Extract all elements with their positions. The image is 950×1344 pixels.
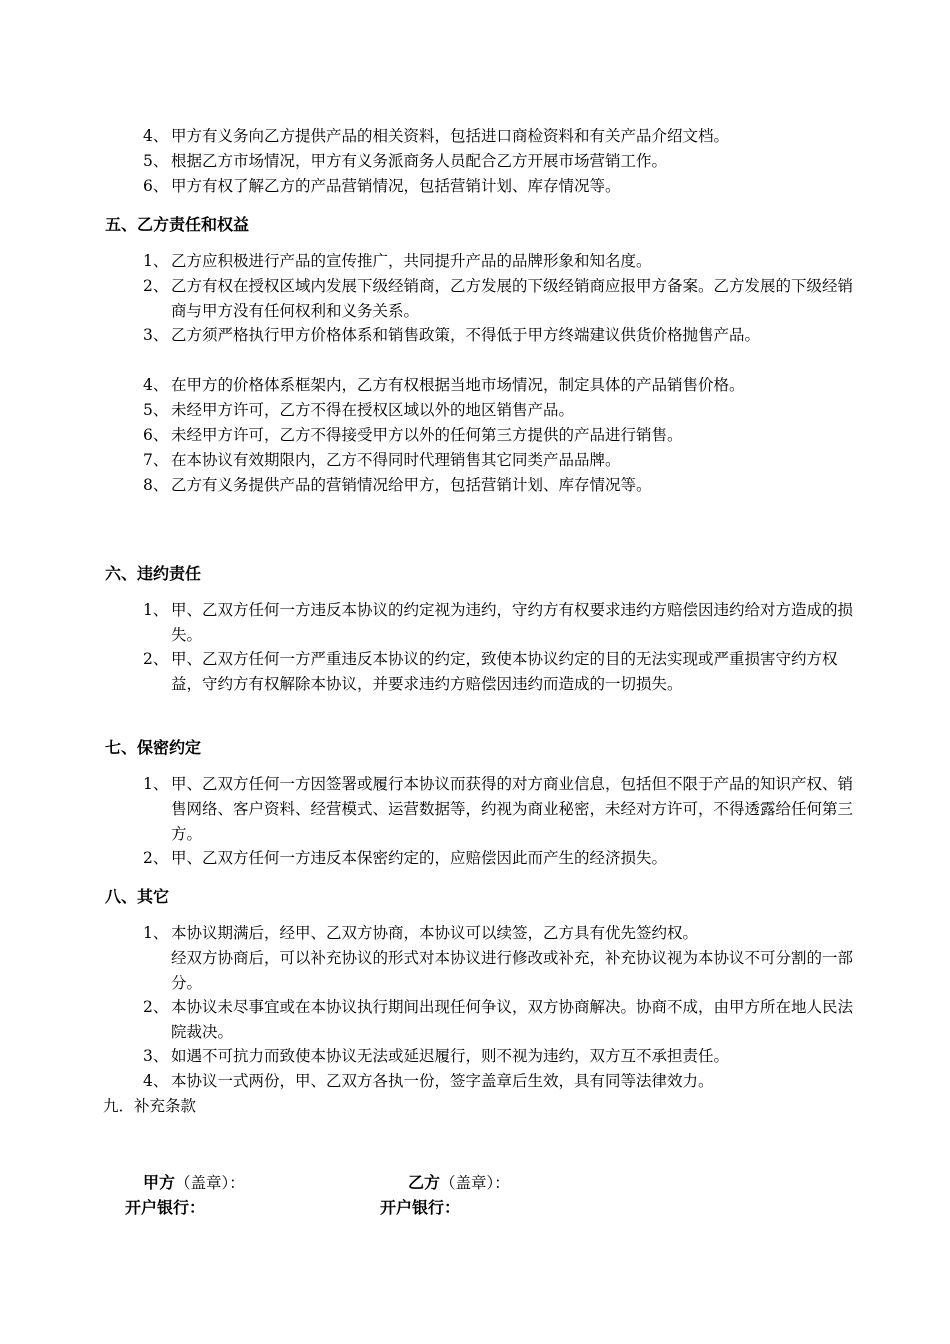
section-heading: 九．补充条款	[103, 1097, 197, 1115]
item-number: 1、	[143, 775, 169, 793]
item-number: 3、	[143, 326, 169, 344]
section-heading: 五、乙方责任和权益	[105, 215, 250, 234]
item-number: 6、	[143, 177, 169, 195]
item-number: 2、	[143, 849, 169, 867]
item-text: 经双方协商后，可以补充协议的形式对本协议进行修改或补充，补充协议视为本协议不可分割的一部分。	[171, 949, 854, 992]
party-b-seal-label: （盖章）：	[440, 1174, 510, 1192]
list-item	[143, 1044, 858, 1069]
section-heading: 八、其它	[105, 887, 170, 906]
list-item	[143, 373, 858, 398]
item-number: 5、	[143, 152, 169, 170]
section-heading: 七、保密约定	[105, 738, 202, 757]
party-b-bank-label: 开户银行：	[380, 1198, 461, 1217]
item-text: 根据乙方市场情况，甲方有义务派商务人员配合乙方开展市场营销工作。	[171, 152, 668, 170]
item-text: 在本协议有效期限内，乙方不得同时代理销售其它同类产品品牌。	[171, 451, 621, 469]
party-a-bank-label: 开户银行：	[125, 1198, 206, 1217]
item-text: 甲方有义务向乙方提供产品的相关资料，包括进口商检资料和有关产品介绍文档。	[171, 127, 730, 145]
list-item	[143, 946, 858, 996]
list-item	[143, 398, 858, 423]
item-text: 甲、乙双方任何一方严重违反本协议的约定，致使本协议约定的目的无法实现或严重损害守约方权益，守约方有权解除本协议，并要求违约方赔偿因违约而造成的一切损失。	[171, 650, 838, 693]
list-item	[143, 124, 858, 149]
item-text: 未经甲方许可，乙方不得在授权区域以外的地区销售产品。	[171, 401, 575, 419]
party-b-signature	[408, 1170, 510, 1196]
section-heading: 六、违约责任	[105, 564, 202, 583]
list-item	[143, 423, 858, 448]
item-text: 乙方应积极进行产品的宣传推广，共同提升产品的品牌形象和知名度。	[171, 252, 652, 270]
item-text: 甲方有权了解乙方的产品营销情况，包括营销计划、库存情况等。	[171, 177, 621, 195]
list-item	[143, 598, 858, 648]
item-text: 乙方有义务提供产品的营销情况给甲方，包括营销计划、库存情况等。	[171, 476, 652, 494]
item-text: 甲、乙双方任何一方违反本保密约定的，应赔偿因此而产生的经济损失。	[171, 849, 668, 867]
item-number: 2、	[143, 277, 169, 295]
party-a-signature	[143, 1170, 245, 1196]
item-text: 未经甲方许可，乙方不得接受甲方以外的任何第三方提供的产品进行销售。	[171, 426, 683, 444]
item-number: 1、	[143, 252, 169, 270]
item-number: 7、	[143, 451, 169, 469]
list-item	[143, 473, 858, 498]
party-b-bank	[380, 1195, 460, 1221]
item-number: 2、	[143, 998, 169, 1016]
item-text: 在甲方的价格体系框架内，乙方有权根据当地市场情况，制定具体的产品销售价格。	[171, 376, 745, 394]
item-number: 5、	[143, 401, 169, 419]
party-a-label: 甲方	[143, 1173, 176, 1192]
item-number: 4、	[143, 127, 169, 145]
item-number: 4、	[143, 1072, 169, 1090]
list-item	[143, 921, 858, 946]
list-item	[143, 274, 858, 324]
list-item	[143, 1069, 858, 1094]
party-a-bank	[125, 1195, 205, 1221]
item-text: 乙方有权在授权区域内发展下级经销商，乙方发展的下级经销商应报甲方备案。乙方发展的下级经销商与甲方没有任何权利和义务关系。	[171, 277, 854, 320]
item-text: 如遇不可抗力而致使本协议无法或延迟履行，则不视为违约，双方互不承担责任。	[171, 1047, 730, 1065]
item-text: 甲、乙双方任何一方违反本协议的约定视为违约，守约方有权要求违约方赔偿因违约给对方造成的损失。	[171, 601, 854, 644]
list-item	[143, 846, 858, 871]
item-number: 6、	[143, 426, 169, 444]
item-number: 2、	[143, 650, 169, 668]
party-a-seal-label: （盖章）：	[175, 1174, 245, 1192]
list-item	[143, 249, 858, 274]
item-number: 1、	[143, 924, 169, 942]
item-number: 8、	[143, 476, 169, 494]
list-item	[143, 323, 858, 348]
list-item	[143, 448, 858, 473]
item-number: 4、	[143, 376, 169, 394]
item-number: 3、	[143, 1047, 169, 1065]
list-item	[143, 995, 858, 1045]
item-number: 1、	[143, 601, 169, 619]
list-item	[143, 772, 858, 847]
party-b-label: 乙方	[408, 1173, 441, 1192]
item-text: 本协议期满后，经甲、乙双方协商，本协议可以续签，乙方具有优先签约权。	[171, 924, 699, 942]
item-text: 甲、乙双方任何一方因签署或履行本协议而获得的对方商业信息，包括但不限于产品的知识产权、销售网络、客户资料、经营模式、运营数据等，约视为商业秘密，未经对方许可，不得透露给任何第三方。	[171, 775, 854, 843]
item-text: 本协议未尽事宜或在本协议执行期间出现任何争议，双方协商解决。协商不成，由甲方所在地人民法院裁决。	[171, 998, 854, 1041]
item-text: 乙方须严格执行甲方价格体系和销售政策，不得低于甲方终端建议供货价格抛售产品。	[171, 326, 761, 344]
list-item	[143, 647, 858, 697]
list-item	[143, 174, 858, 199]
list-item	[143, 149, 858, 174]
item-text: 本协议一式两份，甲、乙双方各执一份，签字盖章后生效，具有同等法律效力。	[171, 1072, 714, 1090]
